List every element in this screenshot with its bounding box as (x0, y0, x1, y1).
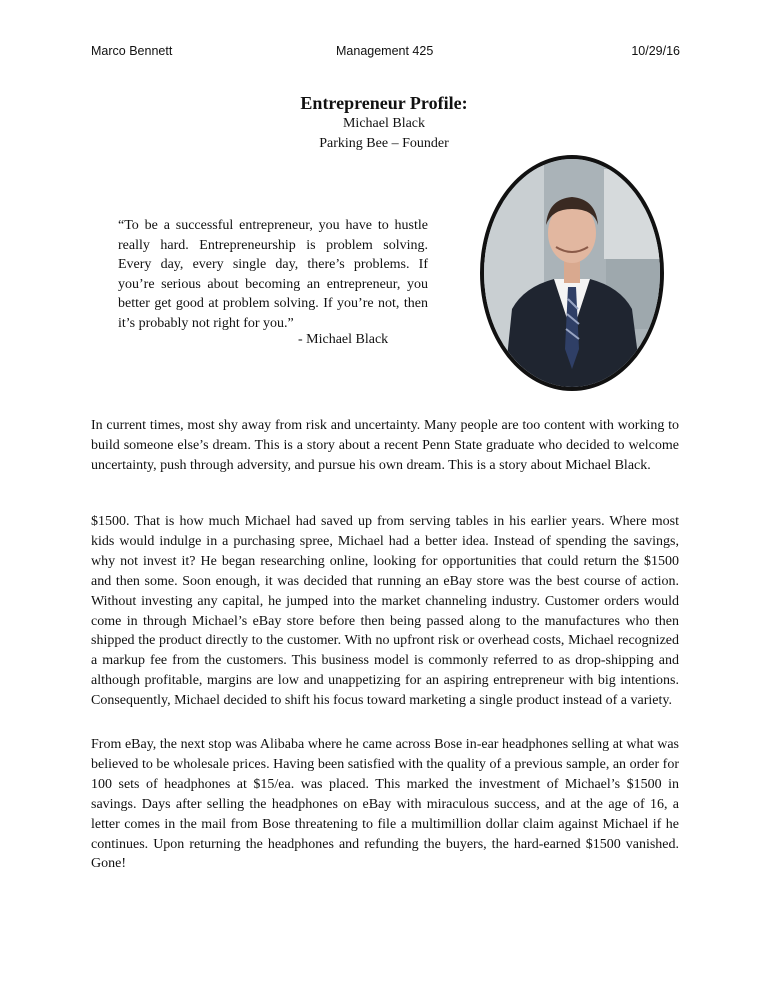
document-title: Entrepreneur Profile: (300, 93, 468, 113)
page-header (91, 44, 680, 62)
document-date: 10/29/16 (631, 44, 680, 58)
subject-role: Parking Bee – Founder (319, 136, 449, 151)
portrait-illustration (484, 159, 660, 387)
course-name: Management 425 (336, 44, 434, 58)
quote-text: “To be a successful entrepreneur, you have to hustle really hard. Entrepreneurship is problem solving. Every day, every single day, there’s problems. If you’re serious about becoming an entrepreneur, you better get good at problem solving. If you’re not, then it’s probably not right for you.” (118, 218, 428, 331)
paragraph-3: From eBay, the next stop was Alibaba where he came across Bose in-ear headphones selling at what was believed to be wholesale prices. Having been satisfied with the quality of a previous sample, an order for 100 sets of headphones at $15/ea. was placed. This marked the investment of Michael’s $1500 in savings. Days after selling the headphones on eBay with miraculous success, and at the age of 16, a letter comes in the mail from Bose threatening to file a multimillion dollar claim against Michael if he continues. Upon returning the headphones and refunding the buyers, the hard-earned $1500 vanished. Gone! (91, 737, 679, 872)
paragraph-2: $1500. That is how much Michael had saved up from serving tables in his earlier years. Where most kids would indulge in a purchasing spree, Michael had a better idea. Instead of spending the savings, why not invest it? He began researching online, looking for opportunities that could return the $1500 and then some. Soon enough, it was decided that running an eBay store was the best course of action. Without investing any capital, he jumped into the market channeling industry. Customer orders would come in through Michael’s eBay store before then being passed along to the manufactures who then shipped the product directly to the customer. With no upfront risk or overhead costs, Michael recognized a markup fee from the customers. This business model is commonly referred to as drop-shipping and although profitable, margins are low and unappetizing for an aspiring entrepreneur with big intentions. Consequently, Michael decided to shift his focus toward marketing a single product instead of a variety. (91, 514, 679, 709)
subject-name: Michael Black (342, 116, 426, 131)
paragraph-1: In current times, most shy away from risk and uncertainty. Many people are too content with working to build someone else’s dream. This is a story about a recent Penn State graduate who decided to welcome uncertainty, push through adversity, and pursue his own dream. This is a story about Michael Black. (91, 418, 679, 473)
quote-attribution: - Michael Black (298, 332, 389, 347)
title-block (0, 92, 768, 154)
author-name: Marco Bennett (91, 44, 173, 58)
portrait-photo (480, 155, 664, 391)
